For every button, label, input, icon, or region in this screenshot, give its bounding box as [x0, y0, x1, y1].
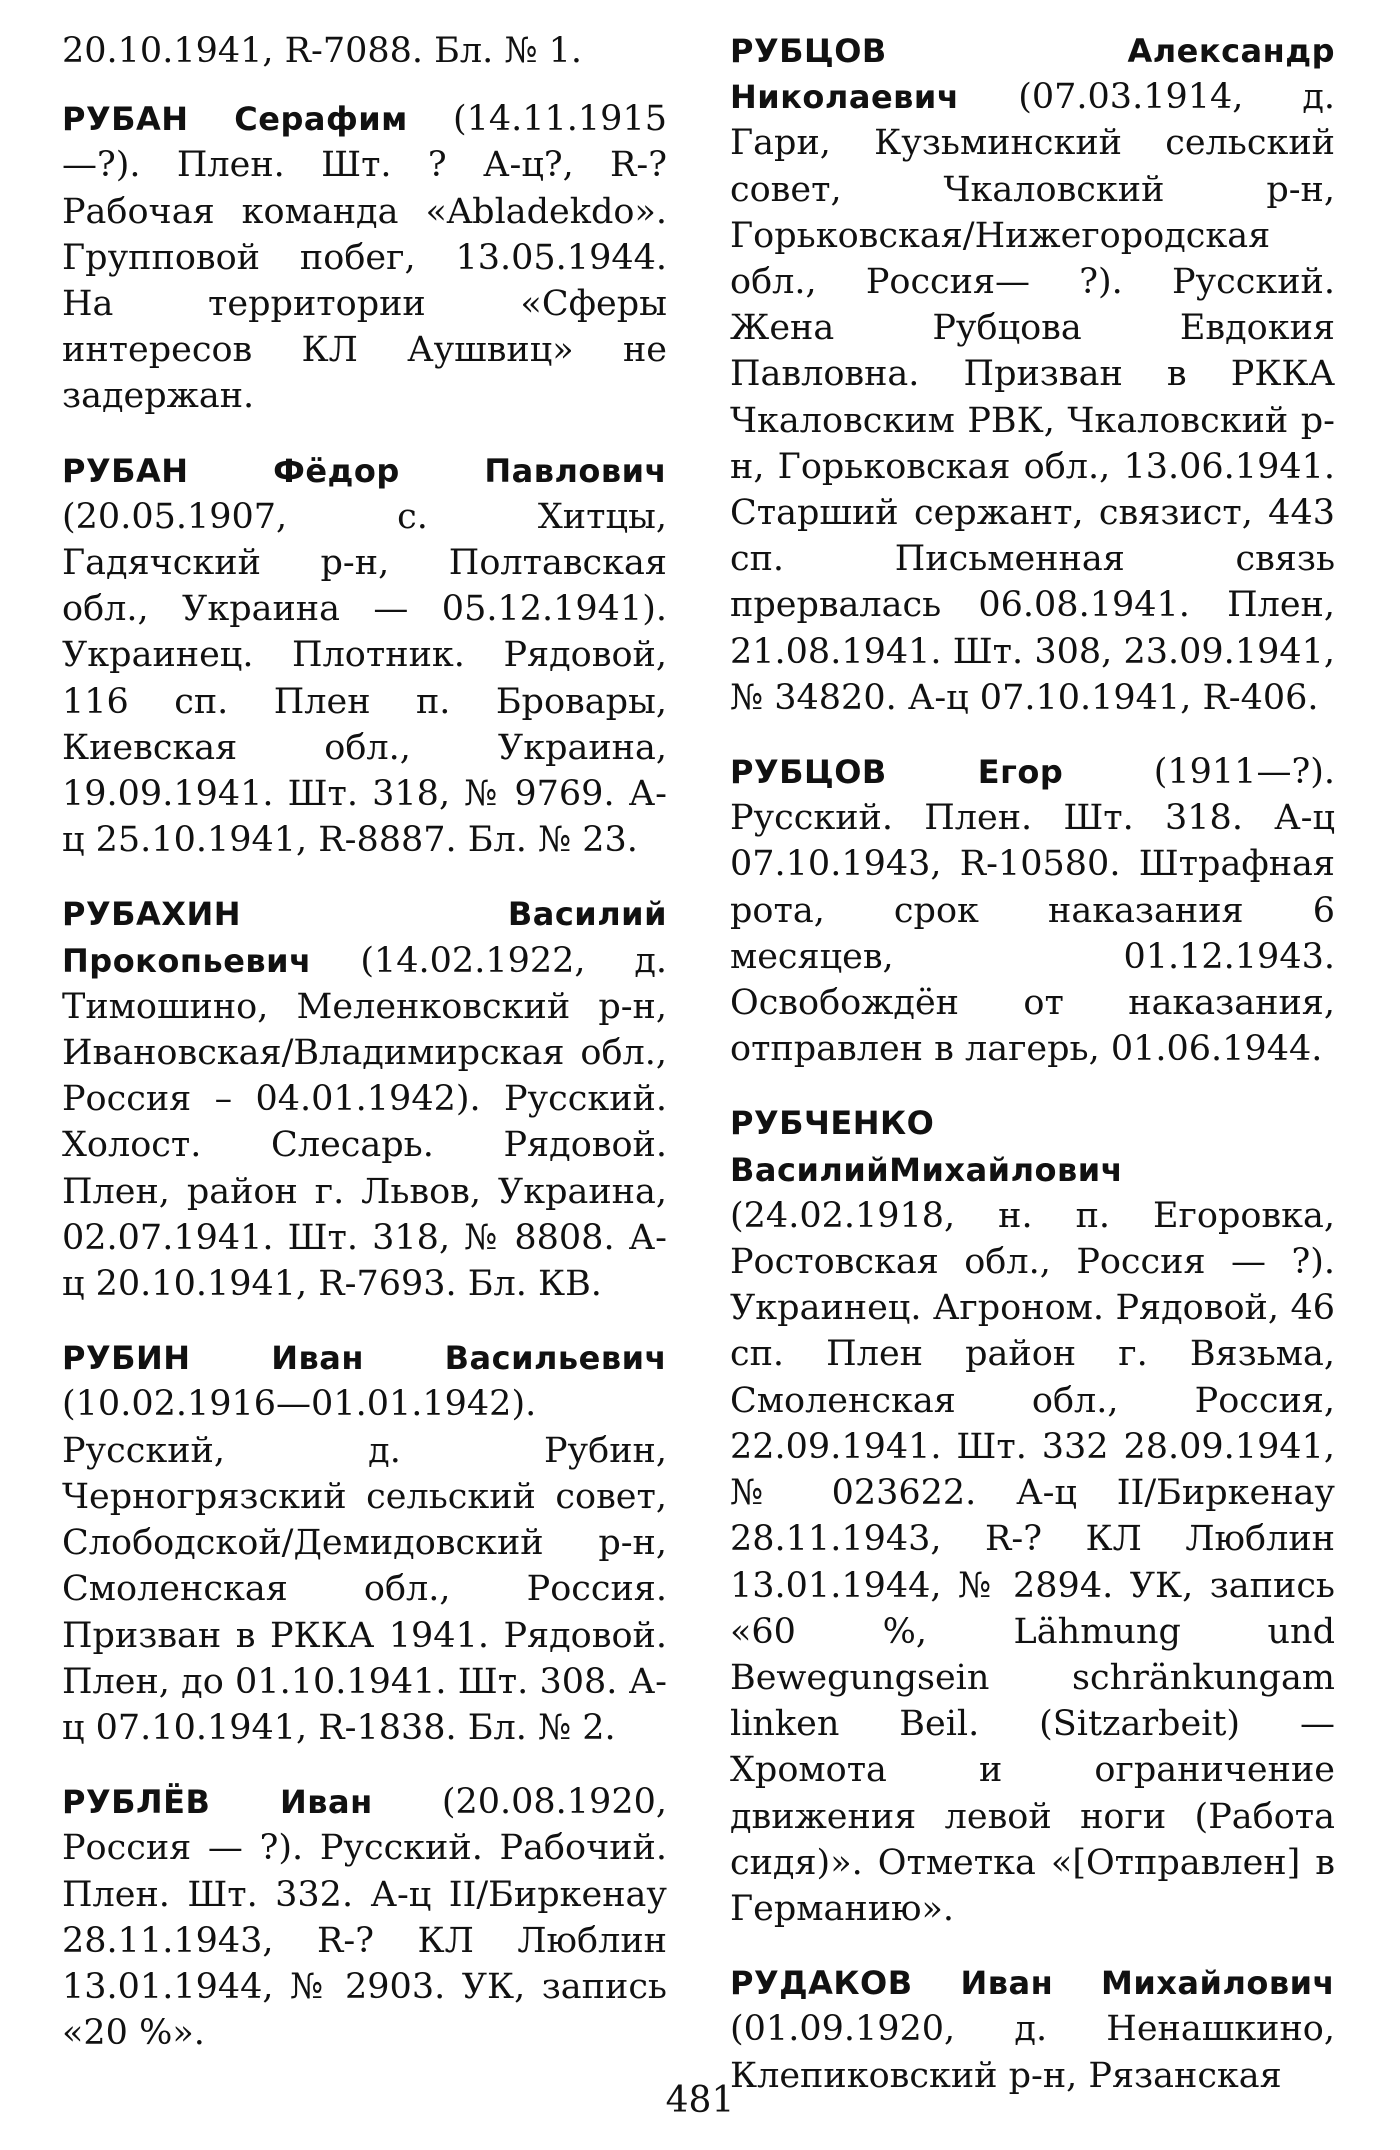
entry	[62, 448, 667, 864]
right-column	[730, 28, 1335, 2127]
entry-headword: РУБАН Серафим	[62, 100, 408, 139]
entry-headword: РУДАКОВ Иван Михайлович	[730, 1964, 1335, 2003]
entry-text: (14.02.1922, д. Тимошино, Меленковский р-н, Ивановская/Владимирская обл., Россия – 04.01.1942). Русский. Холост. Слесарь. Рядовой. Плен, район г. Львов, Украина, 02.07.1941. Шт. 318, № 8808. А-ц 20.10.1941, R-7693. Бл. КВ.	[62, 940, 667, 1305]
entry-text: (14.11.1915—?). Плен. Шт. ? А-ц?, R-? Рабочая команда «Abladekdo». Групповой побег, 13.05.1944. На территории «Сферы интересов КЛ Аушвиц» не задержан.	[62, 99, 667, 417]
page-number: 481	[665, 2080, 735, 2121]
entry-text: (1911—?). Русский. Плен. Шт. 318. А-ц 07.10.1943, R-10580. Штрафная рота, срок наказания 6 месяцев, 01.12.1943. Освобождён от наказания, отправлен в лагерь, 01.06.1944.	[730, 752, 1335, 1070]
entry	[62, 1335, 667, 1751]
entry	[62, 96, 667, 419]
entry-headword: РУБЧЕНКО ВасилийМихайлович	[730, 1104, 1124, 1189]
entry	[730, 1960, 1335, 2099]
entry-headword: РУБАН Фёдор Павлович	[62, 451, 667, 490]
entry	[730, 749, 1335, 1072]
entry	[62, 1779, 667, 2056]
entry	[730, 28, 1335, 721]
entry	[730, 1100, 1335, 1932]
entry-headword: РУБИН Иван Васильевич	[62, 1339, 667, 1378]
entry-text: (07.03.1914, д. Гари, Кузьминский сельский совет, Чкаловский р-н, Горьковская/Нижегородская обл., Россия— ?). Русский. Жена Рубцова Евдокия Павловна. Призван в РККА Чкаловским РВК, Чкаловский р-н, Горьковская обл., 13.06.1941. Старший сержант, связист, 443 сп. Письменная связь прервалась 06.08.1941. Плен, 21.08.1941. Шт. 308, 23.09.1941, № 34820. А-ц 07.10.1941, R-406.	[730, 77, 1335, 718]
entry-text: (24.02.1918, н. п. Егоровка, Ростовская обл., Россия — ?). Украинец. Агроном. Рядовой, 46 сп. Плен район г. Вязьма, Смоленская обл., Россия, 22.09.1941. Шт. 332 28.09.1941, № 023622. А-ц II/Биркенау 28.11.1943, R-? КЛ Люблин 13.01.1944, № 2894. УК, запись «60 %, Lähmung und Bewegungsein schränkungam linken Beil. (Sitzarbeit) — Хромота и ограничение движения левой ноги (Работа сидя)». Отметка «[Отправлен] в Германию».	[730, 1195, 1335, 1929]
entry-headword: РУБЦОВ Егор	[730, 753, 1064, 792]
entry-text: (01.09.1920, д. Ненашкино, Клепиковский р-н, Рязанская	[730, 2009, 1335, 2096]
entry-text: (20.08.1920, Россия — ?). Русский. Рабочий. Плен. Шт. 332. А-ц II/Биркенау 28.11.1943, R-? КЛ Люблин 13.01.1944, № 2903. УК, запись «20 %».	[62, 1782, 667, 2054]
entry	[62, 891, 667, 1307]
entry-headword: РУБЛЁВ Иван	[62, 1783, 373, 1822]
left-column	[62, 28, 667, 2084]
entry-text: 20.10.1941, R-7088. Бл. № 1.	[62, 31, 582, 71]
entry-headword: РУБАХИН Василий Прокопьевич	[62, 895, 667, 980]
entry-text: (20.05.1907, с. Хитцы, Гадячский р-н, Полтавская обл., Украина — 05.12.1941). Украинец. Плотник. Рядовой, 116 сп. Плен п. Бровары, Киевская обл., Украина, 19.09.1941. Шт. 318, № 9769. А-ц 25.10.1941, R-8887. Бл. № 23.	[62, 496, 667, 861]
entry-headword: РУБЦОВ Александр Николаевич	[730, 32, 1335, 117]
entry-continuation	[62, 28, 667, 74]
entry-text: (10.02.1916—01.01.1942). Русский, д. Рубин, Черногрязский сельский совет, Слободской/Демидовский р-н, Смоленская обл., Россия. Призван в РККА 1941. Рядовой. Плен, до 01.10.1941. Шт. 308. А-ц 07.10.1941, R-1838. Бл. № 2.	[62, 1384, 667, 1748]
